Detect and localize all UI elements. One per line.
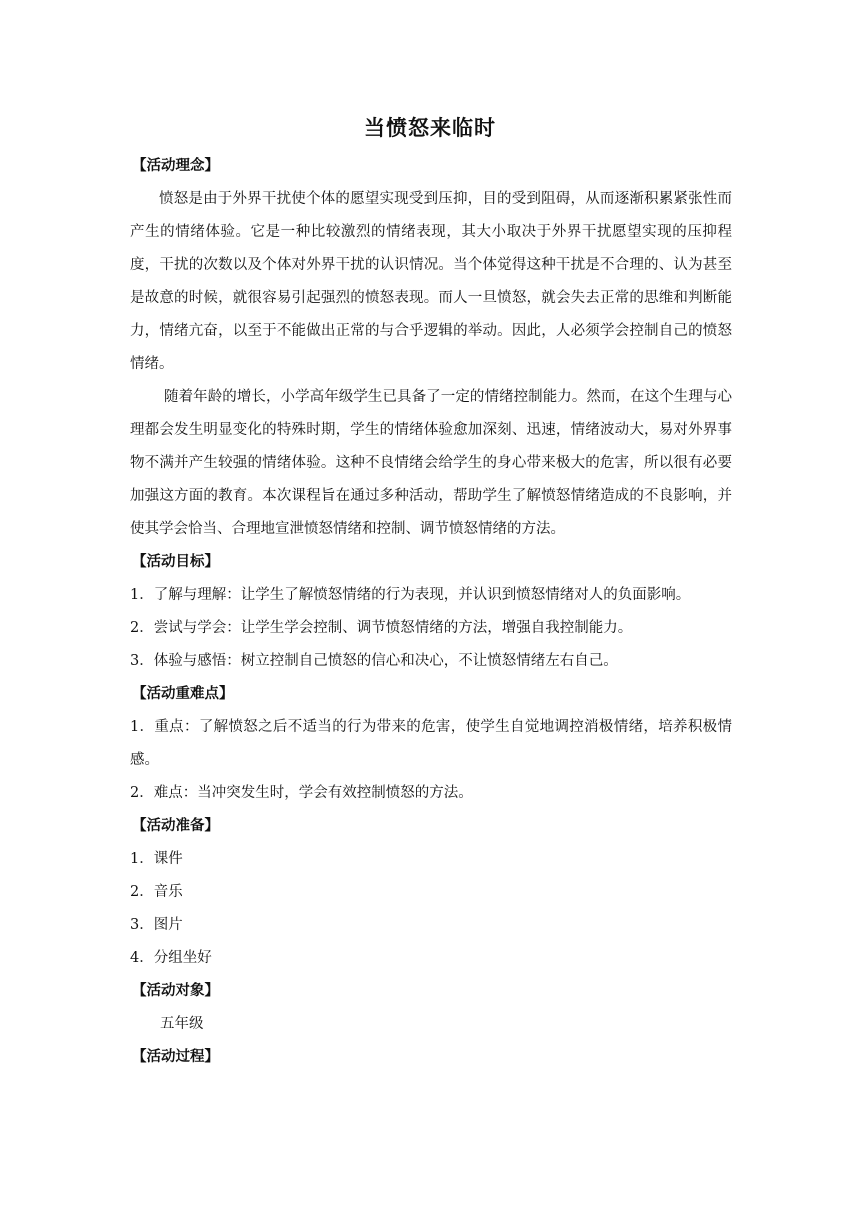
preparation-item-3: 3．图片 xyxy=(130,917,183,933)
section-heading-audience: 【活动对象】 xyxy=(132,983,219,999)
preparation-item-4: 4．分组坐好 xyxy=(130,950,212,966)
section-heading-preparation: 【活动准备】 xyxy=(132,818,219,834)
preparation-item-2: 2．音乐 xyxy=(130,884,183,900)
section-heading-key-points: 【活动重难点】 xyxy=(132,686,234,702)
audience-text: 五年级 xyxy=(160,1016,204,1032)
concept-paragraph-1: 愤怒是由于外界干扰使个体的愿望实现受到压抑，目的受到阻碍，从而逐渐积累紧张性而产生的情绪体验。它是一种比较激烈的情绪表现，其大小取决于外界干扰愿望实现的压抑程度，干扰的次数以及个体对外界干扰的认识情况。当个体觉得这种干扰是不合理的、认为甚至是故意的时候，就很容易引起强烈的愤怒表现。而人一旦愤怒，就会失去正常的思维和判断能力，情绪亢奋，以至于不能做出正常的与合乎逻辑的举动。因此，人必须学会控制自己的愤怒情绪。 xyxy=(130,191,732,372)
document-title: 当愤怒来临时 xyxy=(364,116,496,140)
section-heading-concept: 【活动理念】 xyxy=(132,158,219,174)
goal-item-2: 2．尝试与学会：让学生学会控制、调节愤怒情绪的方法，增强自我控制能力。 xyxy=(130,620,633,636)
preparation-item-1: 1．课件 xyxy=(130,851,183,867)
section-heading-process: 【活动过程】 xyxy=(132,1049,219,1065)
document-body xyxy=(130,150,732,1074)
key-point-item-2: 2．难点：当冲突发生时，学会有效控制愤怒的方法。 xyxy=(130,785,473,801)
goal-item-3: 3．体验与感悟：树立控制自己愤怒的信心和决心，不让愤怒情绪左右自己。 xyxy=(130,653,618,669)
goal-item-1: 1．了解与理解：让学生了解愤怒情绪的行为表现，并认识到愤怒情绪对人的负面影响。 xyxy=(130,587,691,603)
section-heading-goals: 【活动目标】 xyxy=(132,554,219,570)
key-point-item-1: 1．重点：了解愤怒之后不适当的行为带来的危害，使学生自觉地调控消极情绪，培养积极情感。 xyxy=(130,719,732,768)
concept-paragraph-2: 随着年龄的增长，小学高年级学生已具备了一定的情绪控制能力。然而，在这个生理与心理都会发生明显变化的特殊时期，学生的情绪体验愈加深刻、迅速，情绪波动大，易对外界事物不满并产生较强的情绪体验。这种不良情绪会给学生的身心带来极大的危害，所以很有必要加强这方面的教育。本次课程旨在通过多种活动，帮助学生了解愤怒情绪造成的不良影响，并使其学会恰当、合理地宣泄愤怒情绪和控制、调节愤怒情绪的方法。 xyxy=(130,389,732,537)
